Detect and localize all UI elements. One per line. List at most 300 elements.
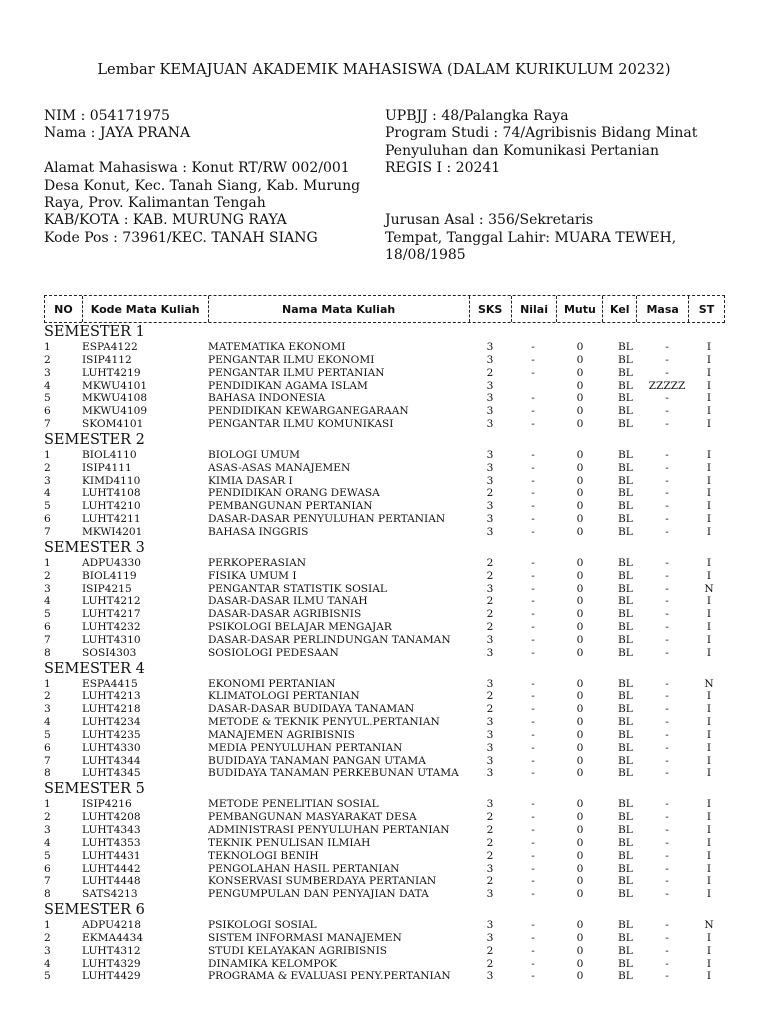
cell-sks: 2	[486, 595, 494, 608]
cell-masa: -	[665, 621, 669, 634]
cell-masa: -	[665, 513, 669, 526]
table-row	[44, 513, 744, 526]
cell-nilai: -	[531, 621, 535, 634]
cell-nama: BAHASA INDONESIA	[208, 392, 326, 405]
cell-nilai: -	[531, 366, 535, 379]
semester-heading: SEMESTER 6	[44, 902, 145, 919]
header-masa: Masa	[637, 296, 689, 322]
cell-nama: METODE & TEKNIK PENYUL.PERTANIAN	[208, 716, 440, 729]
cell-st: I	[706, 646, 712, 659]
cell-masa: -	[665, 957, 669, 970]
cell-kode: LUHT4211	[82, 513, 141, 526]
cell-st: I	[706, 849, 712, 862]
cell-no: 7	[44, 633, 51, 646]
cell-kel: BL	[618, 569, 633, 582]
cell-mutu: 0	[576, 448, 584, 461]
cell-kode: LUHT4312	[82, 944, 141, 957]
cell-masa: -	[665, 798, 669, 811]
cell-nama: PERKOPERASIAN	[208, 556, 307, 569]
cell-kode: LUHT4448	[82, 875, 141, 888]
cell-mutu: 0	[576, 862, 584, 875]
header-kode: Kode Mata Kuliah	[83, 296, 209, 322]
cell-mutu: 0	[576, 919, 584, 932]
cell-nilai: -	[531, 931, 535, 944]
cell-sks: 2	[486, 875, 494, 888]
semester-heading: SEMESTER 4	[44, 660, 145, 677]
cell-nilai: -	[531, 487, 535, 500]
table-row	[44, 742, 744, 755]
cell-sks: 2	[486, 849, 494, 862]
table-row	[44, 500, 744, 513]
cell-kel: BL	[618, 418, 633, 431]
cell-kel: BL	[618, 919, 633, 932]
cell-mutu: 0	[576, 633, 584, 646]
cell-kel: BL	[618, 888, 633, 901]
cell-nilai: -	[531, 716, 535, 729]
cell-kode: SATS4213	[82, 888, 138, 901]
cell-nama: BAHASA INGGRIS	[208, 525, 309, 538]
student-info-left	[44, 108, 374, 247]
cell-masa: -	[665, 582, 669, 595]
cell-no: 2	[44, 461, 51, 474]
semester-heading: SEMESTER 3	[44, 539, 145, 556]
cell-nama: ASAS-ASAS MANAJEMEN	[208, 461, 351, 474]
cell-kode: SOSI4303	[82, 646, 137, 659]
cell-no: 7	[44, 418, 51, 431]
cell-no: 4	[44, 379, 51, 392]
table-header	[44, 295, 725, 323]
cell-nilai: -	[531, 728, 535, 741]
cell-kode: LUHT4431	[82, 849, 141, 862]
cell-nama: DASAR-DASAR AGRIBISNIS	[208, 608, 362, 621]
cell-nama: PSIKOLOGI SOSIAL	[208, 919, 317, 932]
cell-mutu: 0	[576, 767, 584, 780]
cell-nama: PEMBANGUNAN MASYARAKAT DESA	[208, 811, 417, 824]
cell-nama: TEKNOLOGI BENIH	[208, 849, 319, 862]
cell-nama: BUDIDAYA TANAMAN PANGAN UTAMA	[208, 754, 426, 767]
cell-st: I	[706, 728, 712, 741]
cell-nama: PENDIDIKAN AGAMA ISLAM	[208, 379, 368, 392]
table-row	[44, 919, 744, 932]
cell-masa: -	[665, 595, 669, 608]
cell-sks: 3	[486, 754, 494, 767]
table-row	[44, 557, 744, 570]
cell-st: I	[706, 525, 712, 538]
cell-nilai: -	[531, 875, 535, 888]
prodi-line: Program Studi : 74/Agribisnis Bidang Minat Penyuluhan dan Komunikasi Pertanian	[385, 125, 698, 159]
cell-no: 3	[44, 824, 51, 836]
cell-no: 4	[44, 836, 51, 849]
cell-sks: 3	[486, 888, 494, 901]
cell-st: I	[706, 716, 712, 729]
cell-nilai: -	[531, 754, 535, 767]
nama-line: Nama : JAYA PRANA	[44, 125, 191, 142]
cell-kel: BL	[618, 931, 633, 944]
cell-masa: -	[665, 703, 669, 716]
cell-st: I	[706, 405, 712, 418]
cell-masa: -	[665, 888, 669, 901]
cell-kode: LUHT4218	[82, 703, 141, 716]
cell-kel: BL	[618, 716, 633, 729]
cell-masa: -	[665, 811, 669, 824]
cell-nilai: -	[531, 341, 535, 353]
cell-nama: DASAR-DASAR BUDIDAYA TANAMAN	[208, 703, 415, 716]
kodepos-line: Kode Pos : 73961/KEC. TANAH SIANG	[44, 229, 318, 246]
cell-sks: 3	[486, 970, 494, 983]
cell-kel: BL	[618, 677, 633, 690]
cell-no: 1	[44, 556, 51, 569]
cell-kode: EKMA4434	[82, 931, 144, 944]
cell-kel: BL	[618, 513, 633, 526]
cell-nilai: -	[531, 646, 535, 659]
cell-kel: BL	[618, 633, 633, 646]
cell-sks: 3	[486, 525, 494, 538]
cell-sks: 3	[486, 379, 494, 392]
cell-kode: BIOL4119	[82, 569, 137, 582]
cell-st: I	[706, 690, 712, 703]
cell-no: 7	[44, 754, 51, 767]
cell-masa: -	[665, 716, 669, 729]
cell-masa: -	[665, 875, 669, 888]
cell-nama: SOSIOLOGI PEDESAAN	[208, 646, 339, 659]
cell-masa: -	[665, 919, 669, 932]
cell-masa: -	[665, 392, 669, 405]
table-row	[44, 824, 744, 837]
table-row	[44, 798, 744, 811]
cell-kode: ESPA4122	[82, 341, 138, 353]
cell-st: I	[706, 341, 712, 353]
cell-kode: LUHT4217	[82, 608, 141, 621]
cell-kode: LUHT4234	[82, 716, 141, 729]
cell-kode: LUHT4235	[82, 728, 141, 741]
cell-mutu: 0	[576, 690, 584, 703]
cell-nama: PEMBANGUNAN PERTANIAN	[208, 500, 373, 513]
cell-mutu: 0	[576, 957, 584, 970]
cell-kel: BL	[618, 608, 633, 621]
cell-nama: PENDIDIKAN KEWARGANEGARAAN	[208, 405, 409, 418]
cell-masa: -	[665, 836, 669, 849]
cell-no: 8	[44, 888, 51, 901]
cell-nilai: -	[531, 836, 535, 849]
cell-kel: BL	[618, 556, 633, 569]
cell-nama: DINAMIKA KELOMPOK	[208, 957, 338, 970]
cell-nama: PENGANTAR ILMU EKONOMI	[208, 353, 375, 366]
cell-nilai: -	[531, 392, 535, 405]
cell-sks: 3	[486, 461, 494, 474]
cell-masa: -	[665, 418, 669, 431]
cell-kode: KIMD4110	[82, 474, 141, 487]
table-row	[44, 526, 744, 539]
cell-st: I	[706, 418, 712, 431]
cell-no: 1	[44, 919, 51, 932]
cell-masa: -	[665, 849, 669, 862]
cell-st: I	[706, 767, 712, 780]
cell-masa: -	[665, 677, 669, 690]
cell-nilai: -	[531, 448, 535, 461]
cell-st: I	[706, 824, 712, 836]
cell-masa: -	[665, 353, 669, 366]
cell-kode: LUHT4219	[82, 366, 141, 379]
cell-nilai: -	[531, 849, 535, 862]
upbjj-line: UPBJJ : 48/Palangka Raya	[385, 108, 569, 124]
cell-kode: ADPU4218	[82, 919, 141, 932]
cell-masa: -	[665, 633, 669, 646]
table-row	[44, 755, 744, 768]
cell-nama: DASAR-DASAR PERLINDUNGAN TANAMAN	[208, 633, 451, 646]
cell-kode: LUHT4345	[82, 767, 141, 780]
table-row	[44, 729, 744, 742]
cell-sks: 3	[486, 500, 494, 513]
cell-mutu: 0	[576, 608, 584, 621]
cell-no: 2	[44, 690, 51, 703]
cell-st: I	[706, 461, 712, 474]
cell-no: 2	[44, 353, 51, 366]
cell-nilai: -	[531, 556, 535, 569]
cell-st: I	[706, 595, 712, 608]
cell-no: 1	[44, 341, 51, 353]
cell-no: 6	[44, 513, 51, 526]
cell-sks: 2	[486, 608, 494, 621]
cell-nilai: -	[531, 798, 535, 811]
table-row	[44, 837, 744, 850]
cell-sks: 2	[486, 366, 494, 379]
cell-kel: BL	[618, 798, 633, 811]
cell-st: I	[706, 862, 712, 875]
cell-sks: 2	[486, 621, 494, 634]
cell-sks: 2	[486, 836, 494, 849]
cell-nilai: -	[531, 957, 535, 970]
cell-st: I	[706, 888, 712, 901]
cell-kode: ISIP4215	[82, 582, 132, 595]
cell-nama: PENGOLAHAN HASIL PERTANIAN	[208, 862, 400, 875]
cell-no: 8	[44, 767, 51, 780]
cell-kel: BL	[618, 500, 633, 513]
cell-masa: -	[665, 556, 669, 569]
cell-no: 1	[44, 677, 51, 690]
cell-nama: PENGANTAR ILMU KOMUNIKASI	[208, 418, 394, 431]
cell-sks: 3	[486, 646, 494, 659]
cell-kel: BL	[618, 944, 633, 957]
cell-st: I	[706, 875, 712, 888]
cell-nilai: -	[531, 500, 535, 513]
table-row	[44, 703, 744, 716]
cell-kel: BL	[618, 849, 633, 862]
regis-line: REGIS I : 20241	[385, 160, 501, 177]
cell-kel: BL	[618, 875, 633, 888]
cell-kel: BL	[618, 595, 633, 608]
cell-kel: BL	[618, 957, 633, 970]
table-row	[44, 475, 744, 488]
cell-kode: LUHT4343	[82, 824, 141, 836]
cell-sks: 3	[486, 862, 494, 875]
cell-st: I	[706, 621, 712, 634]
table-row	[44, 367, 744, 380]
cell-st: I	[706, 741, 712, 754]
cell-mutu: 0	[576, 703, 584, 716]
cell-kode: LUHT4310	[82, 633, 141, 646]
cell-st: N	[704, 677, 714, 690]
cell-masa: -	[665, 525, 669, 538]
cell-sks: 2	[486, 556, 494, 569]
cell-nama: PENDIDIKAN ORANG DEWASA	[208, 487, 380, 500]
cell-nama: TEKNIK PENULISAN ILMIAH	[208, 836, 371, 849]
cell-nama: PENGUMPULAN DAN PENYAJIAN DATA	[208, 888, 429, 901]
cell-st: I	[706, 366, 712, 379]
cell-sks: 3	[486, 741, 494, 754]
cell-sks: 3	[486, 474, 494, 487]
cell-sks: 2	[486, 569, 494, 582]
table-row	[44, 583, 744, 596]
cell-mutu: 0	[576, 970, 584, 983]
cell-st: N	[704, 919, 714, 932]
cell-mutu: 0	[576, 875, 584, 888]
table-row	[44, 875, 744, 888]
cell-no: 4	[44, 716, 51, 729]
cell-kode: ESPA4415	[82, 677, 138, 690]
cell-sks: 3	[486, 767, 494, 780]
cell-st: I	[706, 970, 712, 983]
cell-kel: BL	[618, 525, 633, 538]
cell-masa: -	[665, 944, 669, 957]
table-row	[44, 380, 744, 393]
cell-no: 1	[44, 448, 51, 461]
cell-sks: 3	[486, 931, 494, 944]
cell-kode: LUHT4212	[82, 595, 141, 608]
cell-kel: BL	[618, 405, 633, 418]
cell-nama: PROGRAMA & EVALUASI PENY.PERTANIAN	[208, 970, 451, 983]
cell-kel: BL	[618, 703, 633, 716]
header-nilai: Nilai	[512, 296, 558, 322]
cell-sks: 2	[486, 487, 494, 500]
cell-nilai: -	[531, 677, 535, 690]
cell-sks: 2	[486, 957, 494, 970]
cell-nama: KONSERVASI SUMBERDAYA PERTANIAN	[208, 875, 437, 888]
cell-st: I	[706, 608, 712, 621]
cell-mutu: 0	[576, 461, 584, 474]
cell-st: I	[706, 353, 712, 366]
cell-kel: BL	[618, 379, 633, 392]
cell-sks: 2	[486, 824, 494, 836]
cell-kode: LUHT4353	[82, 836, 141, 849]
cell-mutu: 0	[576, 379, 584, 392]
cell-masa: -	[665, 728, 669, 741]
cell-nilai: -	[531, 824, 535, 836]
cell-st: I	[706, 556, 712, 569]
nim-line: NIM : 054171975	[44, 108, 170, 124]
course-table-body	[44, 323, 744, 983]
cell-kel: BL	[618, 690, 633, 703]
cell-nama: PENGANTAR STATISTIK SOSIAL	[208, 582, 387, 595]
cell-st: I	[706, 931, 712, 944]
cell-kode: LUHT4208	[82, 811, 141, 824]
cell-masa: -	[665, 448, 669, 461]
cell-st: I	[706, 448, 712, 461]
cell-mutu: 0	[576, 811, 584, 824]
cell-masa: -	[665, 569, 669, 582]
cell-no: 4	[44, 487, 51, 500]
cell-nama: EKONOMI PERTANIAN	[208, 677, 336, 690]
table-row	[44, 405, 744, 418]
cell-mutu: 0	[576, 366, 584, 379]
table-row	[44, 932, 744, 945]
cell-kode: LUHT4213	[82, 690, 141, 703]
cell-masa: -	[665, 474, 669, 487]
cell-mutu: 0	[576, 569, 584, 582]
cell-nama: PSIKOLOGI BELAJAR MENGAJAR	[208, 621, 392, 634]
cell-mutu: 0	[576, 341, 584, 353]
table-row	[44, 418, 744, 431]
cell-kel: BL	[618, 621, 633, 634]
table-row	[44, 354, 744, 367]
cell-nama: FISIKA UMUM I	[208, 569, 297, 582]
cell-no: 5	[44, 392, 51, 405]
spacer	[385, 195, 730, 212]
cell-no: 6	[44, 862, 51, 875]
cell-mutu: 0	[576, 836, 584, 849]
cell-nilai: -	[531, 595, 535, 608]
cell-nama: DASAR-DASAR PENYULUHAN PERTANIAN	[208, 513, 446, 526]
cell-sks: 3	[486, 353, 494, 366]
cell-no: 3	[44, 944, 51, 957]
spacer	[44, 143, 374, 160]
cell-st: I	[706, 811, 712, 824]
cell-masa: -	[665, 461, 669, 474]
cell-sks: 3	[486, 418, 494, 431]
cell-mutu: 0	[576, 931, 584, 944]
cell-kode: LUHT4429	[82, 970, 141, 983]
cell-kode: LUHT4329	[82, 957, 141, 970]
cell-mutu: 0	[576, 677, 584, 690]
cell-mutu: 0	[576, 525, 584, 538]
cell-sks: 3	[486, 633, 494, 646]
cell-kel: BL	[618, 582, 633, 595]
cell-kel: BL	[618, 767, 633, 780]
cell-no: 5	[44, 728, 51, 741]
cell-mutu: 0	[576, 582, 584, 595]
header-st: ST	[698, 302, 715, 316]
cell-nilai: -	[531, 608, 535, 621]
cell-mutu: 0	[576, 487, 584, 500]
cell-kode: LUHT4330	[82, 741, 141, 754]
cell-st: I	[706, 798, 712, 811]
cell-kel: BL	[618, 461, 633, 474]
table-row	[44, 449, 744, 462]
cell-no: 2	[44, 569, 51, 582]
cell-mutu: 0	[576, 556, 584, 569]
table-row	[44, 863, 744, 876]
cell-masa: -	[665, 646, 669, 659]
cell-masa: -	[665, 767, 669, 780]
cell-no: 4	[44, 957, 51, 970]
cell-nama: DASAR-DASAR ILMU TANAH	[208, 595, 368, 608]
cell-nilai: -	[531, 418, 535, 431]
cell-masa: -	[665, 824, 669, 836]
cell-nilai: -	[531, 513, 535, 526]
cell-sks: 2	[486, 703, 494, 716]
cell-mutu: 0	[576, 646, 584, 659]
cell-sks: 2	[486, 811, 494, 824]
cell-sks: 3	[486, 392, 494, 405]
table-row	[44, 392, 744, 405]
cell-masa: -	[665, 608, 669, 621]
cell-st: N	[704, 582, 714, 595]
cell-mutu: 0	[576, 754, 584, 767]
cell-mutu: 0	[576, 474, 584, 487]
cell-nilai: -	[531, 353, 535, 366]
cell-kode: LUHT4344	[82, 754, 141, 767]
semester-heading: SEMESTER 1	[44, 324, 145, 340]
cell-sks: 3	[486, 728, 494, 741]
